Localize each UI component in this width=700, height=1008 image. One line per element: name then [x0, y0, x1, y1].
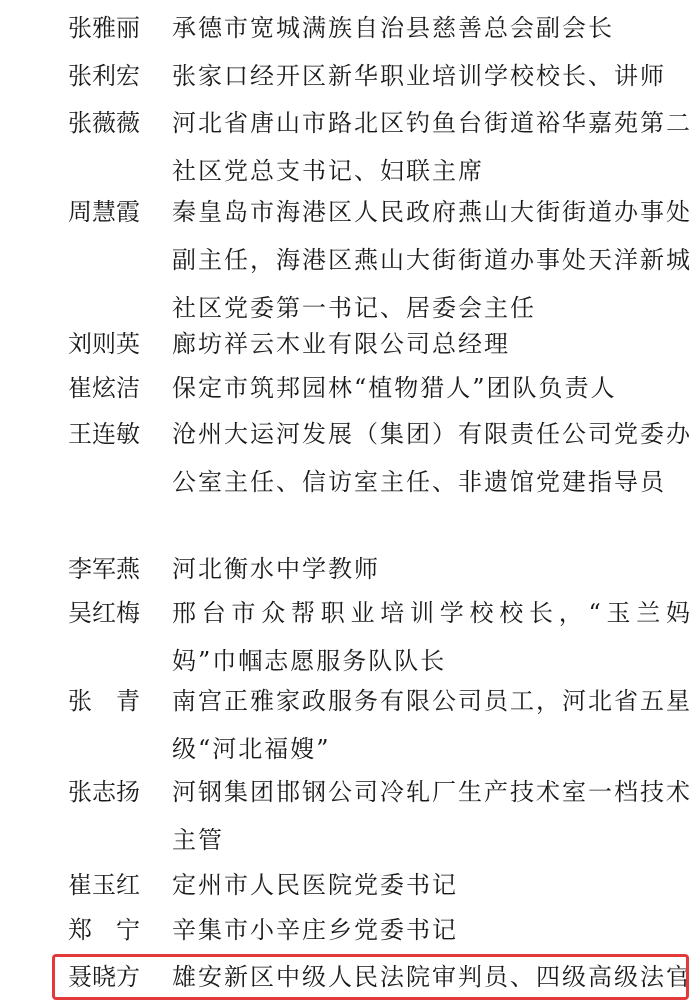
person-title: 定州市人民医院党委书记: [172, 871, 458, 899]
person-name: 崔玉红: [68, 871, 140, 899]
person-name: 吴红梅: [68, 599, 140, 627]
person-name: 张薇薇: [68, 109, 140, 137]
person-title: 秦皇岛市海港区人民政府燕山大街街道办事处副主任，海港区燕山大街街道办事处天洋新城社区党委第一书记、居委会主任: [172, 198, 692, 322]
person-title: 沧州大运河发展（集团）有限责任公司党委办公室主任、信访室主任、非遗馆党建指导员: [172, 420, 692, 496]
person-name: 刘则英: [68, 330, 140, 358]
person-title: 廊坊祥云木业有限公司总经理: [172, 330, 510, 358]
person-name: 王连敏: [68, 420, 140, 448]
person-name: 张雅丽: [68, 14, 140, 42]
highlight-box: [52, 954, 689, 1000]
person-title: 保定市筑邦园林“植物猎人”团队负责人: [172, 374, 617, 402]
person-title: 邢台市众帮职业培训学校校长，“玉兰妈妈”巾帼志愿服务队队长: [172, 599, 692, 675]
person-name: 张利宏: [68, 62, 140, 90]
person-name: 张志扬: [68, 778, 140, 806]
person-title: 河北省唐山市路北区钓鱼台街道裕华嘉苑第二社区党总支书记、妇联主席: [172, 109, 692, 185]
person-title: 南宫正雅家政服务有限公司员工，河北省五星级“河北福嫂”: [172, 687, 692, 763]
person-title: 辛集市小辛庄乡党委书记: [172, 916, 458, 944]
person-title: 雄安新区中级人民法院审判员、四级高级法官: [172, 963, 692, 991]
person-name: 周慧霞: [68, 198, 140, 226]
person-title: 承德市宽城满族自治县慈善总会副会长: [172, 14, 614, 42]
person-title: 河北衡水中学教师: [172, 555, 380, 583]
person-name: 聂晓方: [68, 963, 140, 991]
person-name: 李军燕: [68, 555, 140, 583]
person-name: 张 青: [68, 687, 140, 715]
person-name: 郑 宁: [68, 916, 140, 944]
person-title: 河钢集团邯钢公司冷轧厂生产技术室一档技术主管: [172, 778, 692, 854]
person-name: 崔炫洁: [68, 374, 140, 402]
person-title: 张家口经开区新华职业培训学校校长、讲师: [172, 62, 666, 90]
